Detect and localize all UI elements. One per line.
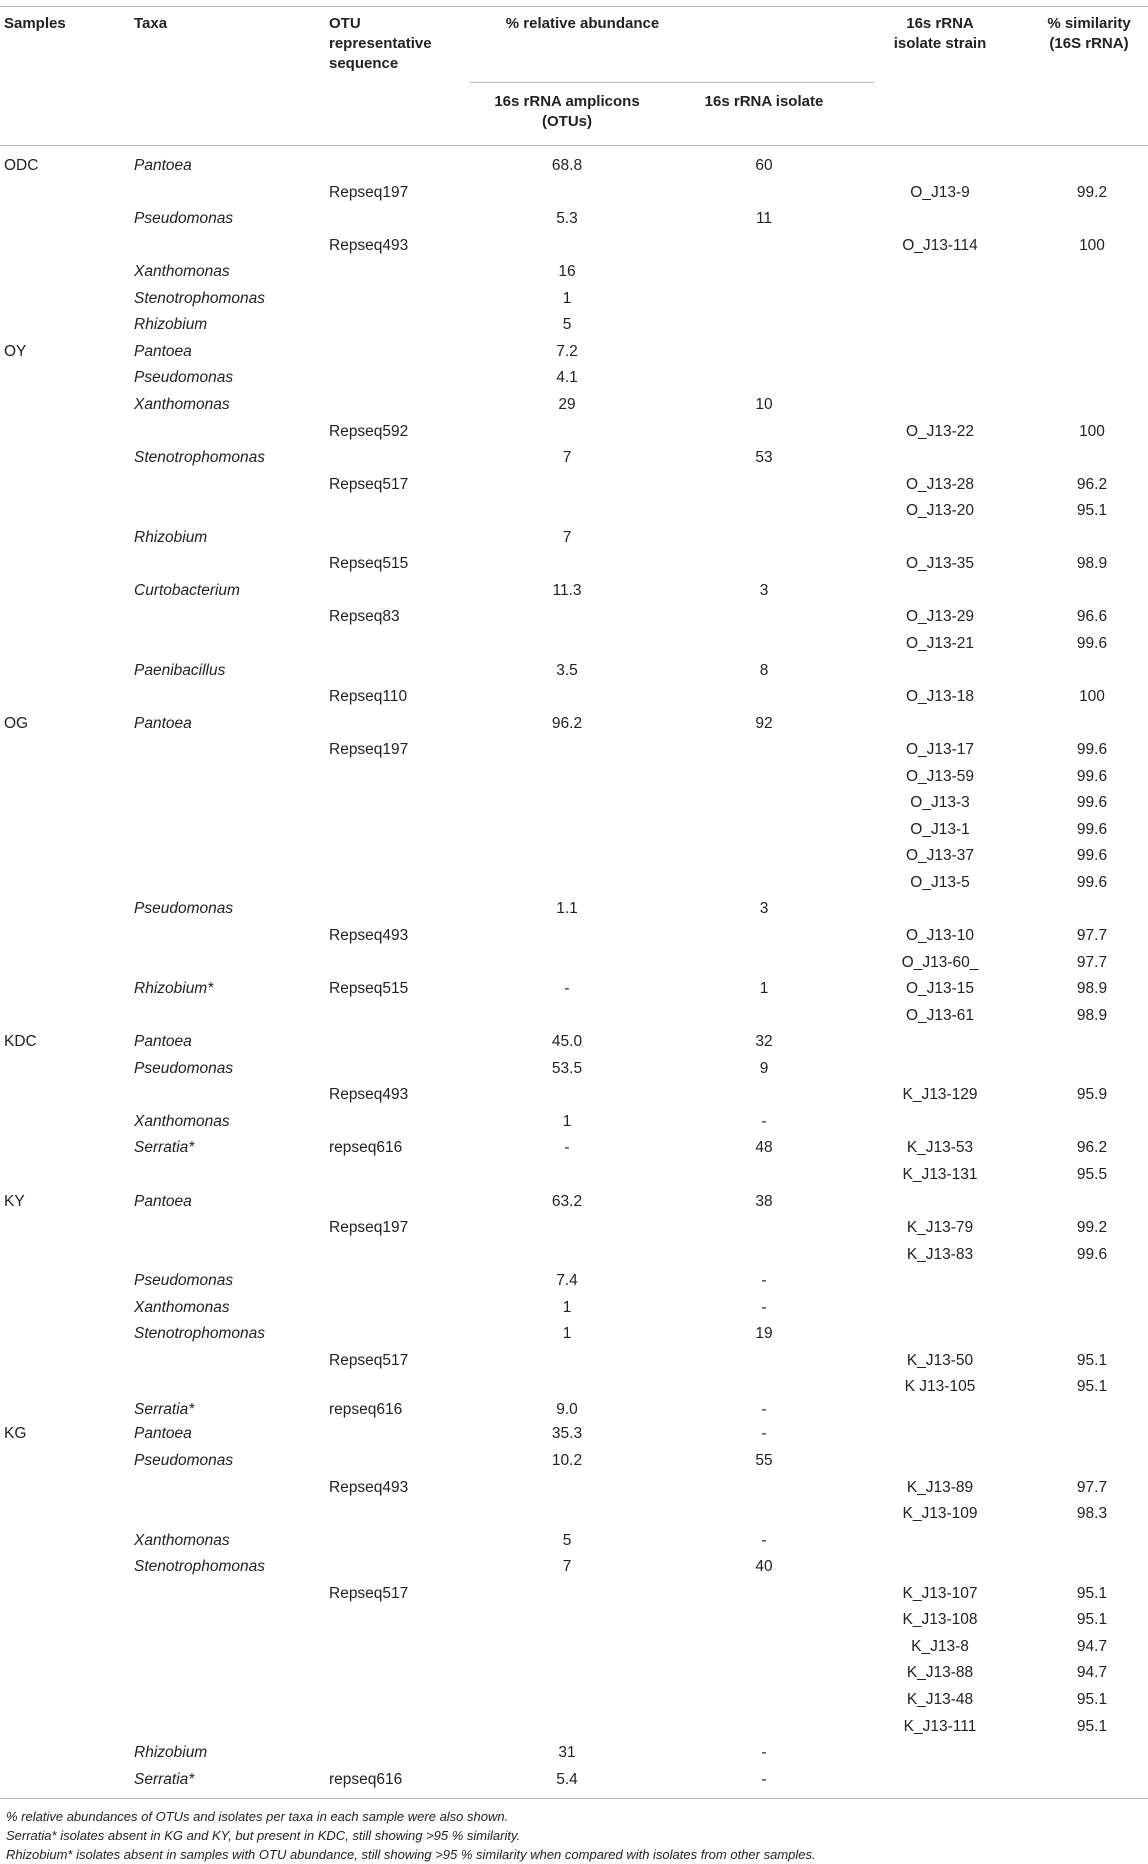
- amplicon-abundance-cell-text: 96.2: [551, 714, 583, 732]
- isolate-abundance-cell-text: 48: [755, 1139, 773, 1157]
- isolate-abundance-cell-text: 19: [755, 1325, 773, 1343]
- taxa-cell: Pantoea: [134, 1192, 192, 1210]
- taxa-cell: Xanthomonas: [134, 1112, 230, 1130]
- amplicon-abundance-cell-text: 1: [562, 1325, 572, 1343]
- taxa-cell: Stenotrophomonas: [134, 289, 265, 307]
- similarity-cell-text: 100: [1079, 688, 1105, 705]
- header-strain-line: 16s rRNA: [906, 15, 974, 32]
- similarity-cell-text: 98.3: [1076, 1505, 1108, 1522]
- taxa-cell: Xanthomonas: [134, 396, 230, 413]
- taxa-cell: Stenotrophomonas: [134, 449, 265, 467]
- taxa-cell: Pantoea: [134, 342, 192, 360]
- isolate-strain-cell-text: O_J13-37: [905, 847, 975, 865]
- isolate-strain-cell-text: O_J13-9: [910, 183, 970, 201]
- otu-cell: Repseq517: [329, 1351, 409, 1369]
- isolate-strain-cell-text: K_J13-129: [902, 1086, 978, 1104]
- isolate-strain-cell-text: O_J13-20: [905, 502, 975, 520]
- amplicon-abundance-cell-text: 10.2: [551, 1452, 583, 1469]
- sample-cell: KY: [4, 1192, 25, 1210]
- isolate-strain-cell-text: K_J13-89: [906, 1478, 974, 1496]
- header-bottom-rule: [0, 145, 1148, 146]
- otu-cell: Repseq592: [329, 422, 409, 440]
- taxa-cell: Pseudomonas: [134, 1272, 234, 1290]
- otu-cell: Repseq493: [329, 1478, 409, 1496]
- taxa-cell: Stenotrophomonas: [134, 1325, 265, 1343]
- similarity-cell-text: 99.6: [1076, 767, 1108, 785]
- amplicon-abundance-cell-text: 1: [562, 289, 572, 307]
- isolate-strain-cell-text: K_J13-131: [902, 1165, 978, 1183]
- taxa-cell: Serratia*: [134, 1139, 195, 1157]
- isolate-strain-cell-text: O_J13-21: [905, 634, 975, 652]
- isolate-abundance-cell-text: 92: [755, 714, 773, 732]
- isolate-abundance-cell-text: -: [761, 1425, 767, 1443]
- isolate-strain-cell-text: K_J13-50: [906, 1351, 974, 1369]
- amplicon-abundance-cell-text: 16: [558, 263, 576, 281]
- isolate-strain-cell-text: K_J13-79: [906, 1219, 974, 1236]
- isolate-strain-cell-text: K_J13-48: [906, 1690, 974, 1708]
- otu-cell: Repseq517: [329, 475, 409, 493]
- amplicon-abundance-cell-text: 7: [562, 1558, 572, 1576]
- similarity-cell-text: 99.6: [1076, 1245, 1108, 1263]
- sample-cell: OG: [4, 714, 29, 732]
- footnote: Serratia* isolates absent in KG and KY, but present in KDC, still showing >95 % similarity.: [6, 1828, 521, 1843]
- isolate-abundance-cell-text: 3: [759, 900, 769, 918]
- isolate-strain-cell-text: O_J13-29: [905, 608, 975, 626]
- similarity-cell-text: 100: [1079, 236, 1105, 254]
- isolate-abundance-cell-text: 32: [755, 1033, 773, 1051]
- isolate-abundance-cell-text: 10: [755, 396, 773, 413]
- amplicon-abundance-cell-text: 1: [562, 1298, 572, 1316]
- otu-cell: Repseq493: [329, 236, 409, 254]
- isolate-strain-cell-text: K_J13-109: [902, 1505, 978, 1522]
- similarity-cell-text: 99.6: [1076, 794, 1108, 812]
- isolate-strain-cell-text: O_J13-3: [910, 794, 970, 812]
- isolate-strain-cell-text: O_J13-15: [905, 980, 975, 998]
- isolate-abundance-cell-text: 11: [755, 210, 773, 228]
- taxa-cell: Serratia*: [134, 1770, 195, 1788]
- footnote: Rhizobium* isolates absent in samples with OTU abundance, still showing >95 % similarity when compared with isolates from other samples.: [6, 1847, 816, 1862]
- taxa-cell: Pantoea: [134, 714, 192, 732]
- taxa-cell: Pseudomonas: [134, 369, 234, 387]
- otu-cell: Repseq83: [329, 608, 400, 626]
- table-bottom-rule: [0, 1798, 1148, 1799]
- isolate-strain-cell-text: O_J13-22: [905, 422, 975, 440]
- similarity-cell-text: 96.2: [1076, 1139, 1108, 1157]
- isolate-strain-cell-text: O_J13-10: [905, 927, 975, 944]
- taxa-cell: Serratia*: [134, 1400, 195, 1418]
- isolate-strain-cell-text: O_J13-18: [905, 688, 975, 705]
- similarity-cell-text: 99.6: [1076, 741, 1108, 759]
- amplicon-abundance-cell-text: 4.1: [556, 369, 578, 387]
- similarity-cell-text: 98.9: [1076, 1006, 1108, 1024]
- amplicon-abundance-cell-text: 53.5: [551, 1059, 583, 1077]
- amplicon-abundance-cell-text: 5.3: [556, 210, 578, 228]
- isolate-strain-cell-text: O_J13-35: [905, 555, 975, 573]
- otu-cell: Repseq517: [329, 1584, 409, 1602]
- isolate-abundance-cell-text: -: [761, 1770, 767, 1788]
- similarity-cell-text: 96.6: [1076, 608, 1108, 626]
- header-similarity-line: (16S rRNA): [1049, 35, 1129, 52]
- similarity-cell-text: 95.1: [1076, 1690, 1108, 1708]
- taxa-cell: Xanthomonas: [134, 1298, 230, 1316]
- similarity-cell-text: 95.1: [1076, 502, 1108, 520]
- sample-cell: ODC: [4, 157, 39, 174]
- sample-cell: KDC: [4, 1033, 37, 1051]
- header-otu: [329, 14, 432, 74]
- otu-cell: Repseq197: [329, 741, 409, 759]
- isolate-strain-cell-text: K_J13-107: [902, 1584, 978, 1602]
- similarity-cell-text: 96.2: [1076, 475, 1108, 493]
- taxa-cell: Curtobacterium: [134, 581, 240, 599]
- similarity-cell-text: 95.9: [1076, 1086, 1108, 1104]
- isolate-strain-cell-text: O_J13-5: [910, 873, 970, 891]
- amplicon-abundance-cell-text: 11.3: [552, 581, 582, 599]
- taxa-cell: Pseudomonas: [134, 1452, 234, 1469]
- isolate-abundance-cell-text: -: [761, 1298, 767, 1316]
- amplicon-abundance-cell-text: 35.3: [551, 1425, 583, 1443]
- header-strain: [870, 14, 1010, 54]
- header-samples: Samples: [4, 15, 66, 32]
- similarity-cell-text: 95.1: [1076, 1584, 1108, 1602]
- header-isolate: 16s rRNA isolate: [704, 93, 824, 110]
- isolate-strain-cell-text: O_J13-17: [905, 741, 975, 759]
- amplicon-abundance-cell-text: 31: [558, 1744, 576, 1761]
- amplicon-abundance-cell-text: -: [564, 1139, 570, 1157]
- similarity-cell-text: 98.9: [1076, 555, 1108, 573]
- similarity-cell-text: 99.6: [1076, 820, 1108, 838]
- otu-cell: repseq616: [329, 1139, 403, 1157]
- isolate-abundance-cell-text: 9: [759, 1059, 769, 1077]
- header-relative-abundance: % relative abundance: [505, 15, 660, 32]
- header-similarity-line: % similarity: [1047, 15, 1131, 32]
- taxa-cell: Rhizobium: [134, 528, 208, 546]
- otu-cell: repseq616: [329, 1400, 403, 1418]
- similarity-cell-text: 95.1: [1076, 1351, 1108, 1369]
- header-taxa: Taxa: [134, 15, 168, 32]
- similarity-cell-text: 99.2: [1076, 183, 1108, 201]
- amplicon-abundance-cell-text: 3.5: [556, 661, 578, 679]
- similarity-cell-text: 97.7: [1076, 1478, 1108, 1496]
- isolate-abundance-cell-text: -: [761, 1744, 767, 1761]
- similarity-cell-text: 98.9: [1076, 980, 1108, 998]
- isolate-abundance-cell-text: 3: [759, 581, 769, 599]
- amplicon-abundance-cell-text: 45.0: [551, 1033, 583, 1051]
- similarity-cell-text: 95.1: [1076, 1378, 1108, 1396]
- isolate-abundance-cell-text: -: [761, 1400, 767, 1418]
- amplicon-abundance-cell-text: 1.1: [556, 900, 578, 918]
- otu-cell: Repseq197: [329, 1219, 409, 1236]
- taxa-cell: Xanthomonas: [134, 1531, 230, 1549]
- amplicon-abundance-cell-text: 9.0: [556, 1400, 578, 1418]
- isolate-strain-cell-text: K_J13-83: [906, 1245, 974, 1263]
- amplicon-abundance-cell-text: 5: [562, 316, 572, 334]
- header-amplicons: [470, 92, 664, 132]
- footnote: % relative abundances of OTUs and isolates per taxa in each sample were also shown.: [6, 1809, 509, 1824]
- taxa-cell: Xanthomonas: [134, 263, 230, 281]
- amplicon-abundance-cell-text: 1: [562, 1112, 572, 1130]
- amplicon-abundance-cell-text: -: [564, 980, 570, 998]
- isolate-strain-cell-text: O_J13-61: [905, 1006, 975, 1024]
- sample-cell: OY: [4, 342, 27, 360]
- isolate-strain-cell-text: O_J13-60_: [901, 953, 979, 971]
- isolate-abundance-cell-text: 8: [759, 661, 769, 679]
- sample-cell: KG: [4, 1425, 27, 1443]
- taxa-cell: Rhizobium*: [134, 980, 214, 998]
- isolate-abundance-cell-text: -: [761, 1531, 767, 1549]
- taxa-cell: Pseudomonas: [134, 1059, 234, 1077]
- isolate-abundance-cell-text: -: [761, 1272, 767, 1290]
- header-otu-line: representative: [329, 35, 432, 52]
- isolate-strain-cell-text: O_J13-1: [910, 820, 970, 838]
- isolate-strain-cell-text: K J13-105: [904, 1378, 976, 1396]
- isolate-abundance-cell-text: 1: [759, 980, 769, 998]
- header-strain-line: isolate strain: [893, 35, 987, 52]
- taxa-cell: Pantoea: [134, 1033, 192, 1051]
- otu-cell: Repseq493: [329, 1086, 409, 1104]
- taxa-cell: Pantoea: [134, 157, 192, 174]
- otu-cell: repseq616: [329, 1770, 403, 1788]
- otu-cell: Repseq197: [329, 183, 409, 201]
- footnotes: [6, 1807, 816, 1864]
- similarity-cell-text: 94.7: [1076, 1664, 1108, 1682]
- amplicon-abundance-cell-text: 5: [562, 1531, 572, 1549]
- otu-cell: Repseq515: [329, 980, 409, 998]
- header-otu-line: sequence: [329, 55, 399, 72]
- amplicon-abundance-cell-text: 63.2: [551, 1192, 583, 1210]
- similarity-cell-text: 99.6: [1076, 634, 1108, 652]
- isolate-abundance-cell-text: 40: [755, 1558, 773, 1576]
- isolate-strain-cell-text: O_J13-59: [905, 767, 975, 785]
- isolate-abundance-cell-text: 55: [755, 1452, 773, 1469]
- isolate-strain-cell-text: K_J13-53: [906, 1139, 974, 1157]
- taxa-cell: Pseudomonas: [134, 900, 234, 918]
- isolate-strain-cell-text: O_J13-28: [905, 475, 975, 493]
- isolate-strain-cell-text: K_J13-111: [903, 1717, 977, 1735]
- amplicon-abundance-cell-text: 7.2: [556, 342, 578, 360]
- taxa-cell: Rhizobium: [134, 1744, 208, 1761]
- otu-cell: Repseq493: [329, 927, 409, 944]
- header-otu-line: OTU: [329, 15, 361, 32]
- taxa-cell: Pantoea: [134, 1425, 192, 1443]
- amplicon-abundance-cell-text: 5.4: [556, 1770, 578, 1788]
- header-similarity: [1030, 14, 1148, 54]
- isolate-abundance-cell-text: -: [761, 1112, 767, 1130]
- amplicon-abundance-cell-text: 7.4: [556, 1272, 578, 1290]
- otu-cell: Repseq110: [329, 688, 408, 705]
- isolate-abundance-cell-text: 38: [755, 1192, 773, 1210]
- similarity-cell-text: 95.1: [1076, 1717, 1108, 1735]
- isolate-strain-cell-text: O_J13-114: [902, 236, 978, 254]
- amplicon-abundance-cell-text: 68.8: [551, 157, 583, 174]
- similarity-cell-text: 95.1: [1076, 1611, 1108, 1629]
- similarity-cell-text: 100: [1079, 422, 1105, 440]
- similarity-cell-text: 97.7: [1076, 953, 1108, 971]
- similarity-cell-text: 99.6: [1076, 847, 1108, 865]
- isolate-abundance-cell-text: 60: [755, 157, 773, 174]
- isolate-strain-cell-text: K_J13-88: [906, 1664, 974, 1682]
- amplicon-abundance-cell-text: 7: [562, 528, 572, 546]
- amplicon-abundance-cell-text: 29: [558, 396, 576, 413]
- header-amplicons-line: (OTUs): [542, 113, 592, 130]
- isolate-strain-cell-text: K_J13-8: [911, 1637, 969, 1655]
- header-subrule: [470, 82, 874, 83]
- similarity-cell-text: 95.5: [1076, 1165, 1108, 1183]
- isolate-abundance-cell-text: 53: [755, 449, 773, 467]
- taxa-cell: Pseudomonas: [134, 210, 234, 228]
- amplicon-abundance-cell-text: 7: [562, 449, 572, 467]
- isolate-strain-cell-text: K_J13-108: [902, 1611, 978, 1629]
- similarity-cell-text: 99.2: [1076, 1219, 1108, 1236]
- similarity-cell-text: 94.7: [1076, 1637, 1108, 1655]
- taxa-cell: Stenotrophomonas: [134, 1558, 265, 1576]
- header-amplicons-line: 16s rRNA amplicons: [494, 93, 640, 110]
- taxa-cell: Paenibacillus: [134, 661, 226, 679]
- taxa-cell: Rhizobium: [134, 316, 208, 334]
- similarity-cell-text: 99.6: [1076, 873, 1108, 891]
- table-top-rule: [0, 6, 1148, 7]
- similarity-cell-text: 97.7: [1076, 927, 1108, 944]
- otu-cell: Repseq515: [329, 555, 409, 573]
